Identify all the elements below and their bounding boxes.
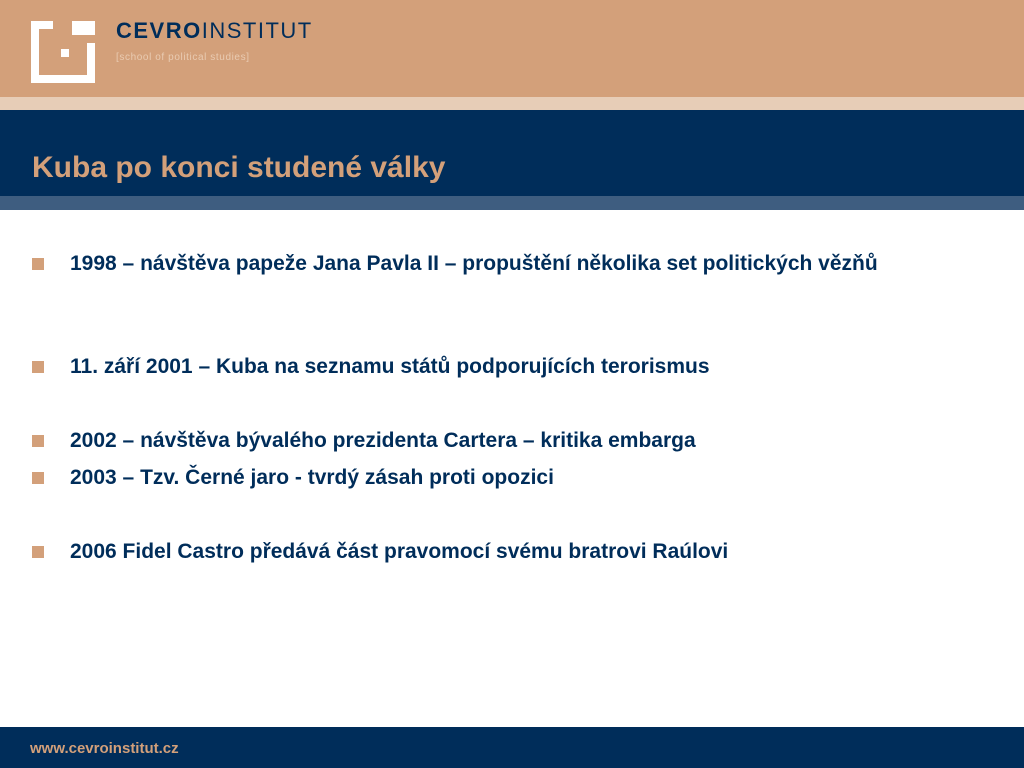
- square-bullet-icon: [32, 472, 44, 484]
- header-divider: [0, 97, 1024, 110]
- bullet-text: 2002 – návštěva bývalého prezidenta Cartera – kritika embarga: [70, 429, 696, 452]
- square-bullet-icon: [32, 546, 44, 558]
- brand-name-bold: CEVRO: [116, 18, 202, 43]
- bullet-text: 1998 – návštěva papeže Jana Pavla II – propuštění několika set politických vězňů: [70, 252, 878, 275]
- bullet-text: 11. září 2001 – Kuba na seznamu států podporujících terorismus: [70, 355, 710, 378]
- brand-tagline: [school of political studies]: [116, 52, 250, 63]
- header-band: [0, 0, 1024, 97]
- footer-url[interactable]: www.cevroinstitut.cz: [30, 740, 179, 757]
- square-bullet-icon: [32, 258, 44, 270]
- brand-name: [116, 19, 313, 43]
- bullet-text: 2003 – Tzv. Černé jaro - tvrdý zásah proti opozici: [70, 466, 554, 489]
- bullet-text: 2006 Fidel Castro předává část pravomocí svému bratrovi Raúlovi: [70, 540, 729, 563]
- square-bullet-icon: [32, 361, 44, 373]
- square-bullet-icon: [32, 435, 44, 447]
- title-stripe: [0, 196, 1024, 210]
- logo-icon: [31, 21, 95, 83]
- slide-title: Kuba po konci studené války: [32, 151, 446, 184]
- brand-name-regular: INSTITUT: [201, 18, 313, 43]
